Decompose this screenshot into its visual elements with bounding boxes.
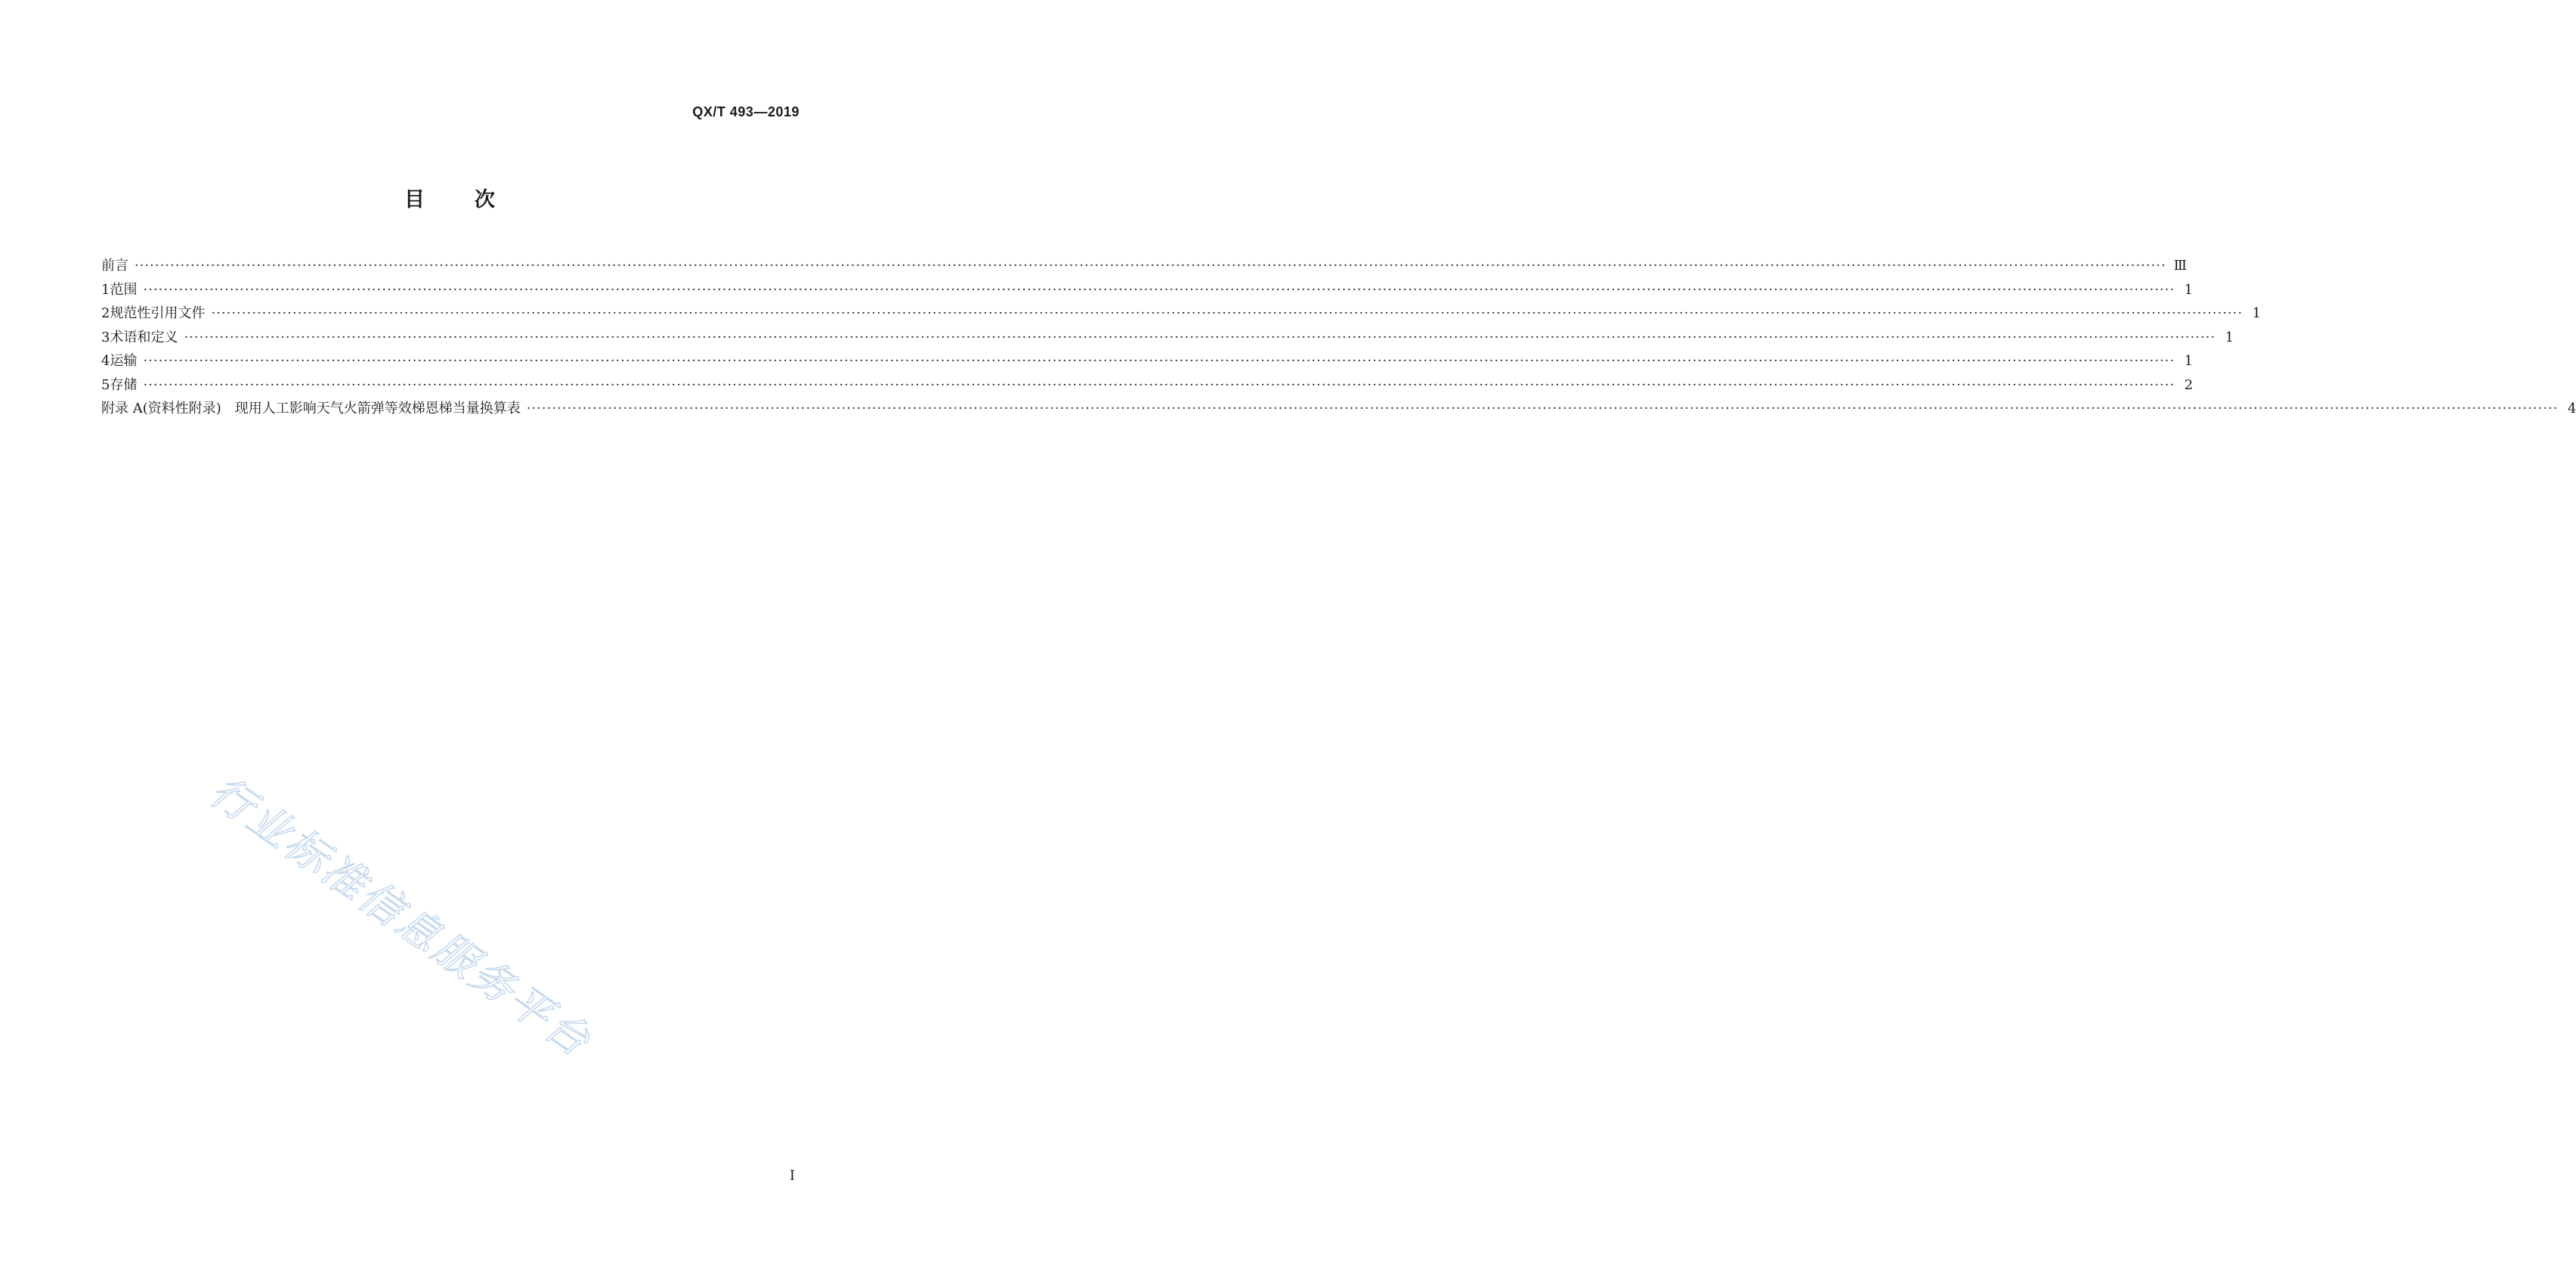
toc-entry-terms-definitions[interactable]	[101, 327, 2234, 351]
toc-entry-page: 1	[2184, 281, 2194, 298]
toc-entry-foreword[interactable]	[101, 255, 2188, 279]
toc-entry-number: 3	[101, 329, 110, 345]
toc-entry-page: 1	[2225, 329, 2234, 345]
toc-entry-label: 运输	[110, 353, 138, 369]
toc-entry-page: 2	[2184, 376, 2194, 393]
toc-leader-dots: ················································································································································································································································································································································································································	[143, 353, 2176, 369]
toc-entry-label: 规范性引用文件	[110, 305, 206, 321]
toc-entry-label: 附录 A(资料性附录) 现用人工影响天气火箭弹等效梯恩梯当量换算表	[101, 401, 521, 416]
toc-leader-dots: ················································································································································································································································································································································································································	[184, 329, 2216, 345]
toc-entry-label: 前言	[101, 258, 128, 274]
toc-leader-dots: ················································································································································································································································································································································································································	[526, 401, 2559, 416]
toc-entry-page: 1	[2252, 305, 2262, 321]
table-of-contents	[101, 255, 2576, 422]
toc-entry-storage[interactable]	[101, 374, 2194, 398]
standard-code: QX/T 493—2019	[692, 104, 799, 119]
toc-entry-label: 术语和定义	[110, 329, 178, 345]
toc-leader-dots: ················································································································································································································································································································································································································	[211, 305, 2244, 321]
toc-entry-page: 4	[2567, 401, 2576, 416]
toc-entry-number: 2	[101, 305, 110, 321]
toc-leader-dots: ················································································································································································································································································································································································································	[143, 281, 2176, 298]
watermark: 行业标准信息服务平台	[200, 766, 601, 1068]
toc-entry-label: 存储	[110, 376, 138, 393]
toc-entry-number: 5	[101, 376, 110, 393]
toc-leader-dots: ················································································································································································································································································································································································································	[143, 376, 2176, 393]
toc-leader-dots: ················································································································································································································································································································································································································	[135, 258, 2166, 274]
toc-entry-transport[interactable]	[101, 350, 2194, 374]
toc-entry-page: 1	[2184, 353, 2194, 369]
page-title: 目次	[404, 188, 545, 212]
toc-entry-number: 1	[101, 281, 110, 298]
toc-entry-scope[interactable]	[101, 279, 2194, 303]
toc-entry-normative-references[interactable]	[101, 302, 2262, 327]
toc-entry-page: Ⅲ	[2173, 258, 2188, 274]
toc-entry-label: 范围	[110, 281, 138, 298]
page-number: I	[789, 1168, 795, 1184]
toc-entry-appendix-a[interactable]	[101, 398, 2576, 422]
toc-entry-number: 4	[101, 353, 110, 369]
